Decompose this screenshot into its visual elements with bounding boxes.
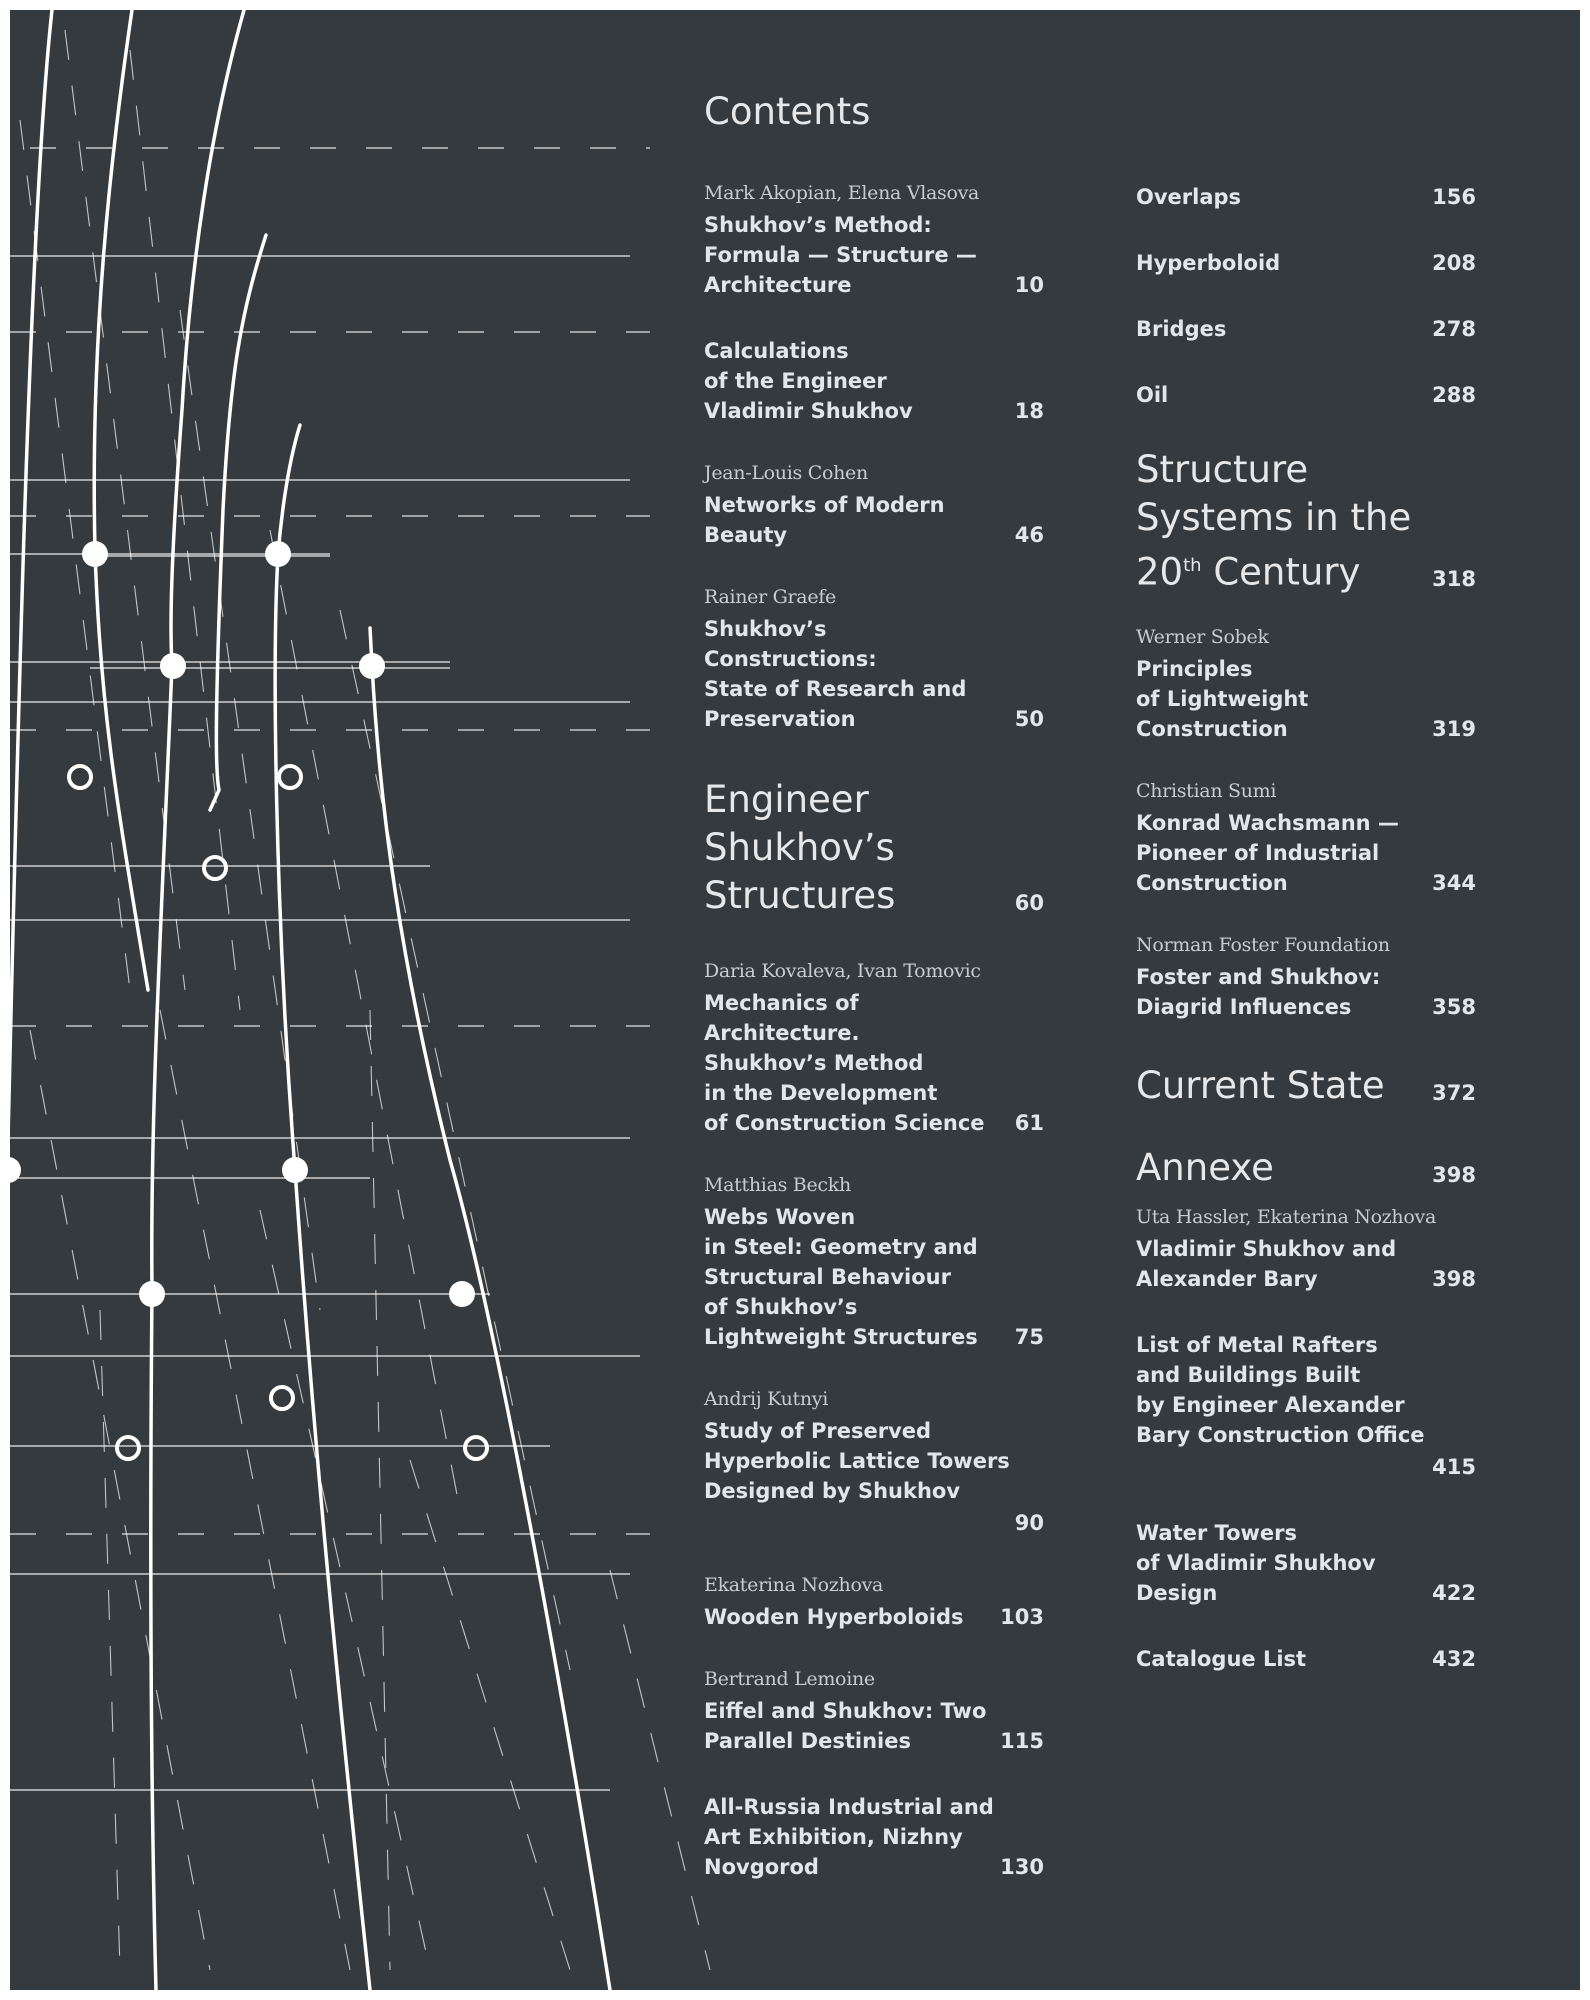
- entry-author: Rainer Graefe: [704, 586, 836, 608]
- contents-page: [10, 10, 1580, 1990]
- entry-author: Matthias Beckh: [704, 1174, 851, 1196]
- toc-entry[interactable]: [704, 336, 1044, 426]
- entry-page-number: 61: [1014, 1111, 1044, 1135]
- entry-page-number: 278: [1432, 317, 1476, 341]
- entry-title: Webs Woven in Steel: Geometry and Structural Behaviour of Shukhov’s Lightweight Structures: [704, 1205, 978, 1349]
- entry-page-number: 10: [1014, 273, 1044, 297]
- entry-page-number: 156: [1432, 185, 1476, 209]
- section-page-number: 372: [1432, 1081, 1476, 1106]
- section-title-lines: Structure Systems in the: [1136, 448, 1412, 539]
- entry-page-number: 115: [1000, 1729, 1044, 1753]
- toc-entry[interactable]: [1136, 182, 1476, 212]
- toc-section[interactable]: [704, 776, 1044, 920]
- entry-author: Bertrand Lemoine: [704, 1668, 875, 1690]
- section-title-tail: Century: [1201, 550, 1361, 594]
- toc-right-column: [1136, 182, 1476, 1674]
- toc-entry[interactable]: [704, 182, 1044, 300]
- entry-page-number: 288: [1432, 383, 1476, 407]
- entry-title: Overlaps: [1136, 185, 1242, 209]
- entry-author: Daria Kovaleva, Ivan Tomovic: [704, 960, 981, 982]
- entry-title: List of Metal Rafters and Buildings Built by Engineer Alexander Bary Construction Office: [1136, 1333, 1425, 1448]
- toc-entry[interactable]: [1136, 1206, 1476, 1294]
- section-page-number: 60: [1014, 891, 1044, 915]
- entry-title: Shukhov’s Constructions: State of Research and Preservation: [704, 617, 967, 731]
- toc-entry[interactable]: [704, 1668, 1044, 1756]
- section-title-suffix: th: [1183, 555, 1202, 576]
- entry-page-number: 432: [1432, 1647, 1476, 1672]
- toc-entry[interactable]: [1136, 380, 1476, 410]
- entry-page-number: 18: [1014, 399, 1044, 423]
- entry-author: Mark Akopian, Elena Vlasova: [704, 182, 980, 204]
- entry-title: Wooden Hyperboloids: [704, 1605, 964, 1629]
- entry-title: Foster and Shukhov: Diagrid Influences: [1136, 965, 1381, 1020]
- toc-entry[interactable]: [704, 960, 1044, 1138]
- toc-left-column: [704, 182, 1044, 1882]
- toc-entry[interactable]: [704, 1792, 1044, 1882]
- entry-author: Norman Foster Foundation: [1136, 934, 1390, 957]
- entry-page-number: 358: [1432, 995, 1476, 1020]
- toc-entry[interactable]: [1136, 248, 1476, 278]
- entry-title: Catalogue List: [1136, 1647, 1307, 1672]
- toc-entry[interactable]: [1136, 314, 1476, 344]
- entry-page-number: 398: [1432, 1267, 1476, 1292]
- entry-title: Networks of Modern Beauty: [704, 493, 945, 547]
- entry-page-number: 344: [1432, 871, 1476, 896]
- toc-section[interactable]: [1136, 446, 1476, 596]
- toc-entry[interactable]: [1136, 1518, 1476, 1608]
- toc-entry[interactable]: [1136, 1330, 1476, 1482]
- entry-author: Christian Sumi: [1136, 780, 1277, 803]
- toc-entry[interactable]: [704, 1174, 1044, 1352]
- entry-title: Shukhov’s Method: Formula — Structure — Architecture: [704, 213, 977, 297]
- section-title: Current State: [1136, 1064, 1385, 1108]
- entry-title: Principles of Lightweight Construction: [1136, 657, 1309, 742]
- toc-entry[interactable]: [704, 462, 1044, 550]
- entry-page-number: 130: [1000, 1855, 1044, 1879]
- entry-title: Hyperboloid: [1136, 251, 1281, 275]
- entry-author: Uta Hassler, Ekaterina Nozhova: [1136, 1206, 1436, 1229]
- entry-author: Jean-Louis Cohen: [704, 462, 868, 484]
- toc-entry[interactable]: [1136, 934, 1476, 1022]
- section-title: Engineer Shukhov’s Structures: [704, 778, 896, 917]
- entry-page-number: 422: [1432, 1581, 1476, 1606]
- toc-entry[interactable]: [704, 586, 1044, 734]
- entry-page-number: 103: [1000, 1605, 1044, 1629]
- entry-author: Ekaterina Nozhova: [704, 1574, 884, 1596]
- entry-title: Water Towers of Vladimir Shukhov Design: [1136, 1521, 1376, 1606]
- section-page-number: 318: [1432, 567, 1476, 592]
- entry-title: Calculations of the Engineer Vladimir Shukhov: [704, 339, 913, 423]
- entry-page-number: 208: [1432, 251, 1476, 275]
- entry-page-number: 46: [1014, 523, 1044, 547]
- entry-page-number: 415: [1432, 1455, 1476, 1480]
- toc-section[interactable]: [1136, 1062, 1476, 1110]
- entry-page-number: 319: [1432, 717, 1476, 742]
- toc-entry[interactable]: [1136, 1644, 1476, 1674]
- section-title: Annexe: [1136, 1146, 1274, 1190]
- toc-entry[interactable]: [704, 1574, 1044, 1632]
- section-title: [1136, 446, 1476, 596]
- entry-page-number: 75: [1014, 1325, 1044, 1349]
- section-page-number: 398: [1432, 1163, 1476, 1188]
- toc-section[interactable]: [1136, 1144, 1476, 1192]
- entry-author: Werner Sobek: [1136, 626, 1269, 649]
- toc-entry[interactable]: [1136, 626, 1476, 744]
- entry-title: Bridges: [1136, 317, 1227, 341]
- entry-title: Eiffel and Shukhov: Two Parallel Destinies: [704, 1699, 987, 1753]
- entry-title: Konrad Wachsmann — Pioneer of Industrial Construction: [1136, 811, 1399, 896]
- entry-title: Mechanics of Architecture. Shukhov’s Method in the Development of Construction Science: [704, 991, 985, 1135]
- entry-title: Oil: [1136, 383, 1169, 407]
- entry-page-number: 90: [1014, 1511, 1044, 1535]
- toc-entry[interactable]: [1136, 780, 1476, 898]
- contents-heading: Contents: [704, 90, 871, 133]
- entry-title: All-Russia Industrial and Art Exhibition, Nizhny Novgorod: [704, 1795, 994, 1879]
- toc-entry[interactable]: [704, 1388, 1044, 1538]
- entry-title: Vladimir Shukhov and Alexander Bary: [1136, 1237, 1397, 1292]
- section-title-number: 20: [1136, 550, 1184, 594]
- entry-title: Study of Preserved Hyperbolic Lattice Towers Designed by Shukhov: [704, 1419, 1010, 1503]
- entry-author: Andrij Kutnyi: [704, 1388, 829, 1410]
- entry-page-number: 50: [1014, 707, 1044, 731]
